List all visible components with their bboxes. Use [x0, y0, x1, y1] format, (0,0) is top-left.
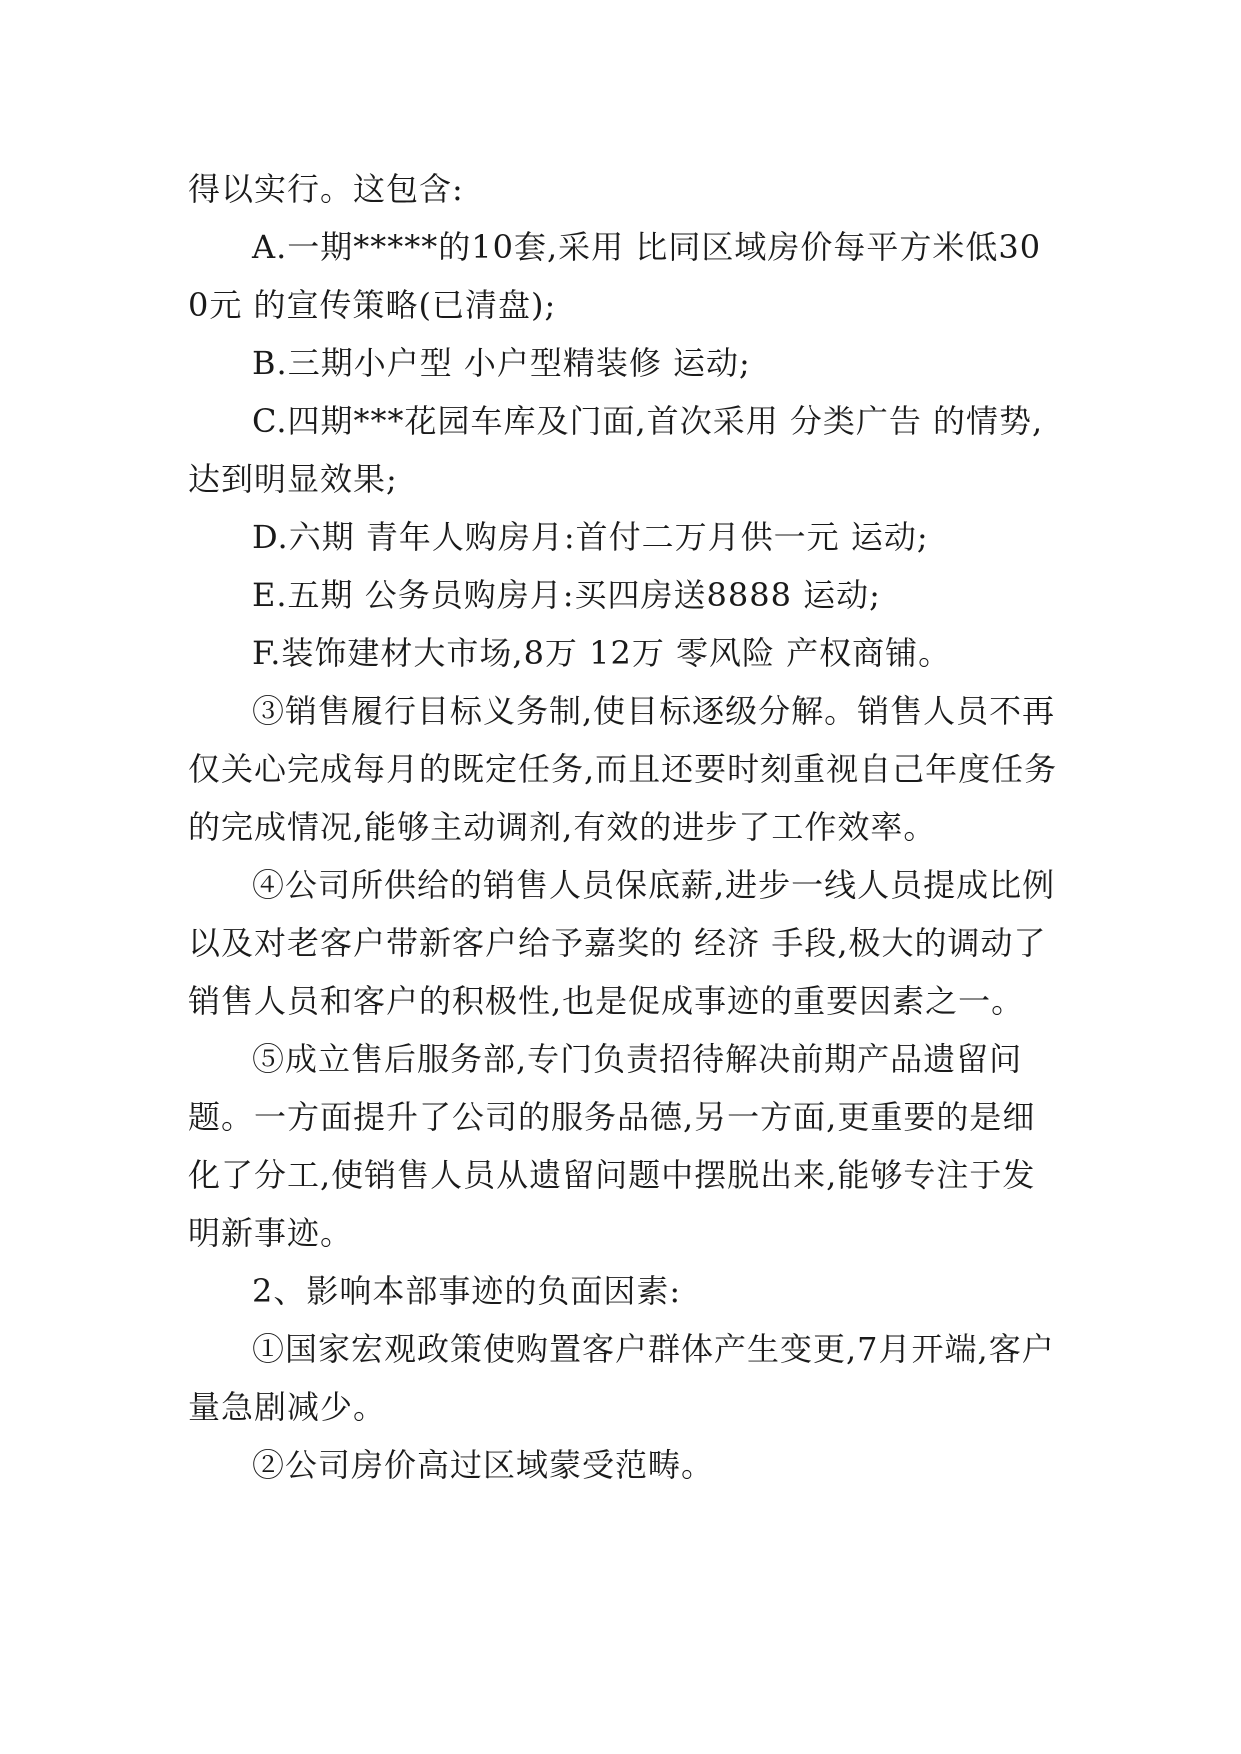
paragraph-item-e: E.五期 公务员购房月:买四房送8888 运动; — [252, 576, 881, 614]
paragraph-point-5: ⑤成立售后服务部,专门负责招待解决前期产品遗留问题。一方面提升了公司的服务品德,另一方面,更重要的是细化了分工,使销售人员从遗留问题中摆脱出来,能够专注于发明新事迹。 — [188, 1040, 1036, 1252]
paragraph-point-4: ④公司所供给的销售人员保底薪,进步一线人员提成比例以及对老客户带新客户给予嘉奖的 经济 手段,极大的调动了销售人员和客户的积极性,也是促成事迹的重要因素之一。 — [188, 866, 1056, 1020]
paragraph-item-a: A.一期*****的10套,采用 比同区域房价每平方米低300元 的宣传策略(已清盘); — [188, 228, 1042, 324]
document-body — [188, 160, 1058, 1494]
paragraph-item-d: D.六期 青年人购房月:首付二万月供一元 运动; — [252, 518, 929, 556]
paragraph-negative-1: ①国家宏观政策使购置客户群体产生变更,7月开端,客户量急剧减少。 — [188, 1330, 1055, 1426]
paragraph-item-c: C.四期***花园车库及门面,首次采用 分类广告 的情势,达到明显效果; — [188, 402, 1044, 498]
paragraph-negative-2: ②公司房价高过区域蒙受范畴。 — [252, 1446, 715, 1484]
paragraph-item-f: F.装饰建材大市场,8万 12万 零风险 产权商铺。 — [252, 634, 952, 672]
paragraph-item-b: B.三期小户型 小户型精装修 运动; — [252, 344, 751, 382]
section-heading-negative-factors: 2、影响本部事迹的负面因素: — [252, 1272, 682, 1310]
paragraph-intro: 得以实行。这包含: — [188, 170, 464, 208]
paragraph-point-3: ③销售履行目标义务制,使目标逐级分解。销售人员不再仅关心完成每月的既定任务,而且还要时刻重视自己年度任务的完成情况,能够主动调剂,有效的进步了工作效率。 — [188, 692, 1058, 846]
